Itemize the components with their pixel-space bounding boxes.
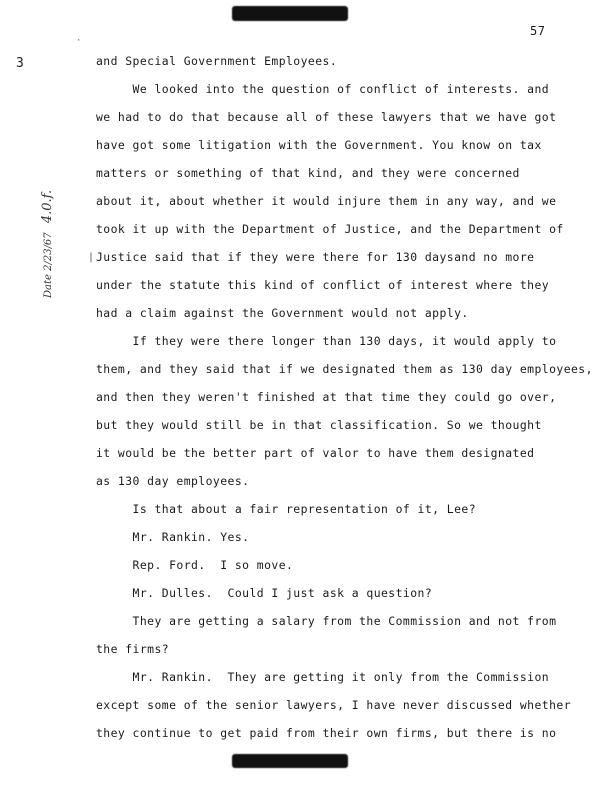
- text-line: had a claim against the Government would not apply.: [96, 306, 469, 320]
- scan-speck: ·: [76, 36, 82, 46]
- text-line: we had to do that because all of these lawyers that we have got: [96, 110, 557, 124]
- text-line: Mr. Dulles. Could I just ask a question?: [96, 586, 433, 600]
- stamp-label: Date: [43, 274, 54, 298]
- stamp-initials: 4.0.f.: [40, 189, 55, 224]
- text-line: except some of the senior lawyers, I have never discussed whether: [96, 698, 572, 712]
- text-line: Mr. Rankin. They are getting it only from the Commission: [96, 670, 550, 684]
- text-line: they continue to get paid from their own firms, but there is no: [96, 726, 557, 740]
- declassification-stamp: [40, 190, 55, 298]
- text-line: and then they weren't finished at that time they could go over,: [96, 390, 557, 404]
- margin-tick: |: [88, 252, 95, 263]
- text-line: Rep. Ford. I so move.: [96, 558, 294, 572]
- text-line: Justice said that if they were there for 130 daysand no more: [96, 250, 535, 264]
- text-line: Mr. Rankin. Yes.: [96, 530, 250, 544]
- text-line: it would be the better part of valor to have them designated: [96, 446, 535, 460]
- redaction-bar-top: [232, 6, 348, 21]
- text-line: but they would still be in that classification. So we thought: [96, 418, 542, 432]
- text-line: under the statute this kind of conflict of interest where they: [96, 278, 550, 292]
- text-line: matters or something of that kind, and they were concerned: [96, 166, 520, 180]
- text-line: took it up with the Department of Justice, and the Department of: [96, 222, 564, 236]
- text-line: Is that about a fair representation of it, Lee?: [96, 502, 477, 516]
- text-line: We looked into the question of conflict of interests. and: [96, 82, 550, 96]
- text-line: about it, about whether it would injure them in any way, and we: [96, 194, 557, 208]
- margin-mark: 3: [16, 56, 24, 71]
- redaction-bar-bottom: [232, 754, 348, 768]
- text-line: the firms?: [96, 642, 170, 656]
- page-number: 57: [530, 24, 546, 38]
- text-line: They are getting a salary from the Commission and not from: [96, 614, 557, 628]
- text-line: have got some litigation with the Government. You know on tax: [96, 138, 542, 152]
- stamp-date: 2/23/67: [43, 232, 54, 271]
- text-line: If they were there longer than 130 days, it would apply to: [96, 334, 557, 348]
- text-line: as 130 day employees.: [96, 474, 250, 488]
- text-line: and Special Government Employees.: [96, 54, 338, 68]
- text-line: them, and they said that if we designated them as 130 day employees,: [96, 362, 593, 376]
